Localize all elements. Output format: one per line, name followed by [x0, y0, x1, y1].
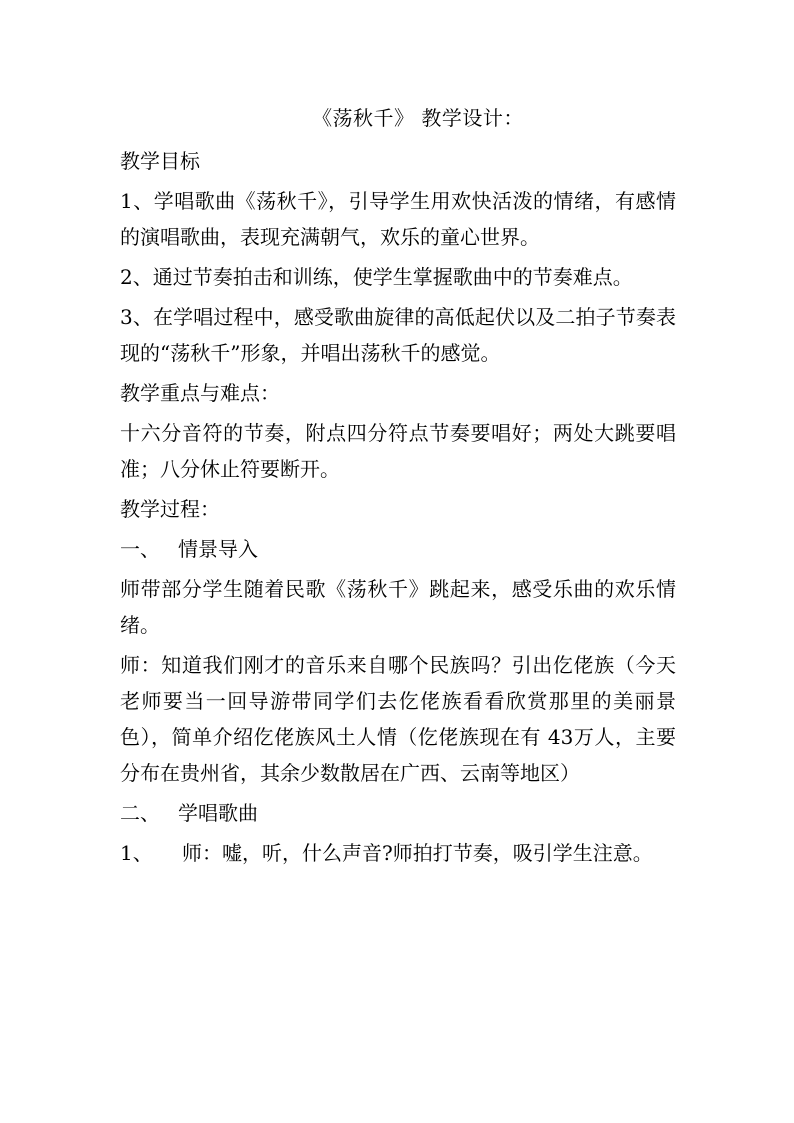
section-2-number: 二、 — [120, 801, 160, 825]
key-points-text: 十六分音符的节奏，附点四分符点节奏要唱好；两处大跳要唱准；八分休止符要断开。 — [120, 421, 676, 481]
spacer — [120, 136, 676, 143]
section-2-item-1-number: 1、 — [120, 841, 153, 865]
process-heading: 教学过程： — [120, 497, 220, 521]
section-2-item-1-text: 师：嘘，听，什么声音?师拍打节奏，吸引学生注意。 — [182, 841, 653, 865]
section-2-item-1 — [120, 835, 676, 871]
document-body — [120, 100, 676, 871]
section-1-title: 情景导入 — [178, 537, 258, 561]
goal-item-3: 3、在学唱过程中，感受歌曲旋律的高低起伏以及二拍子节奏表现的“荡秋千”形象，并唱出荡秋千的感觉。 — [120, 305, 676, 365]
goal-item-2: 2、通过节奏拍击和训练，使学生掌握歌曲中的节奏难点。 — [120, 265, 633, 289]
section-2-title: 学唱歌曲 — [178, 801, 258, 825]
goal-item-1: 1、学唱歌曲《荡秋千》，引导学生用欢快活泼的情绪，有感情的演唱歌曲，表现充满朝气，欢乐的童心世界。 — [120, 189, 676, 249]
section-2-heading — [120, 795, 676, 831]
section-1-number: 一、 — [120, 537, 160, 561]
key-points-heading: 教学重点与难点： — [120, 381, 280, 405]
document-title: 《荡秋千》 教学设计： — [312, 106, 524, 130]
section-1-paragraph-1: 师带部分学生随着民歌《荡秋千》跳起来，感受乐曲的欢乐情绪。 — [120, 577, 676, 637]
goals-heading: 教学目标 — [120, 149, 200, 173]
section-1-paragraph-2: 师：知道我们刚才的音乐来自哪个民族吗？引出仡佬族（今天老师要当一回导游带同学们去仡佬族看看欣赏那里的美丽景色），简单介绍仡佬族风土人情（仡佬族现在有 43万人，主要分布在贵州省，其余少数散居在广西、云南等地区） — [120, 653, 676, 785]
section-1-heading — [120, 531, 676, 567]
